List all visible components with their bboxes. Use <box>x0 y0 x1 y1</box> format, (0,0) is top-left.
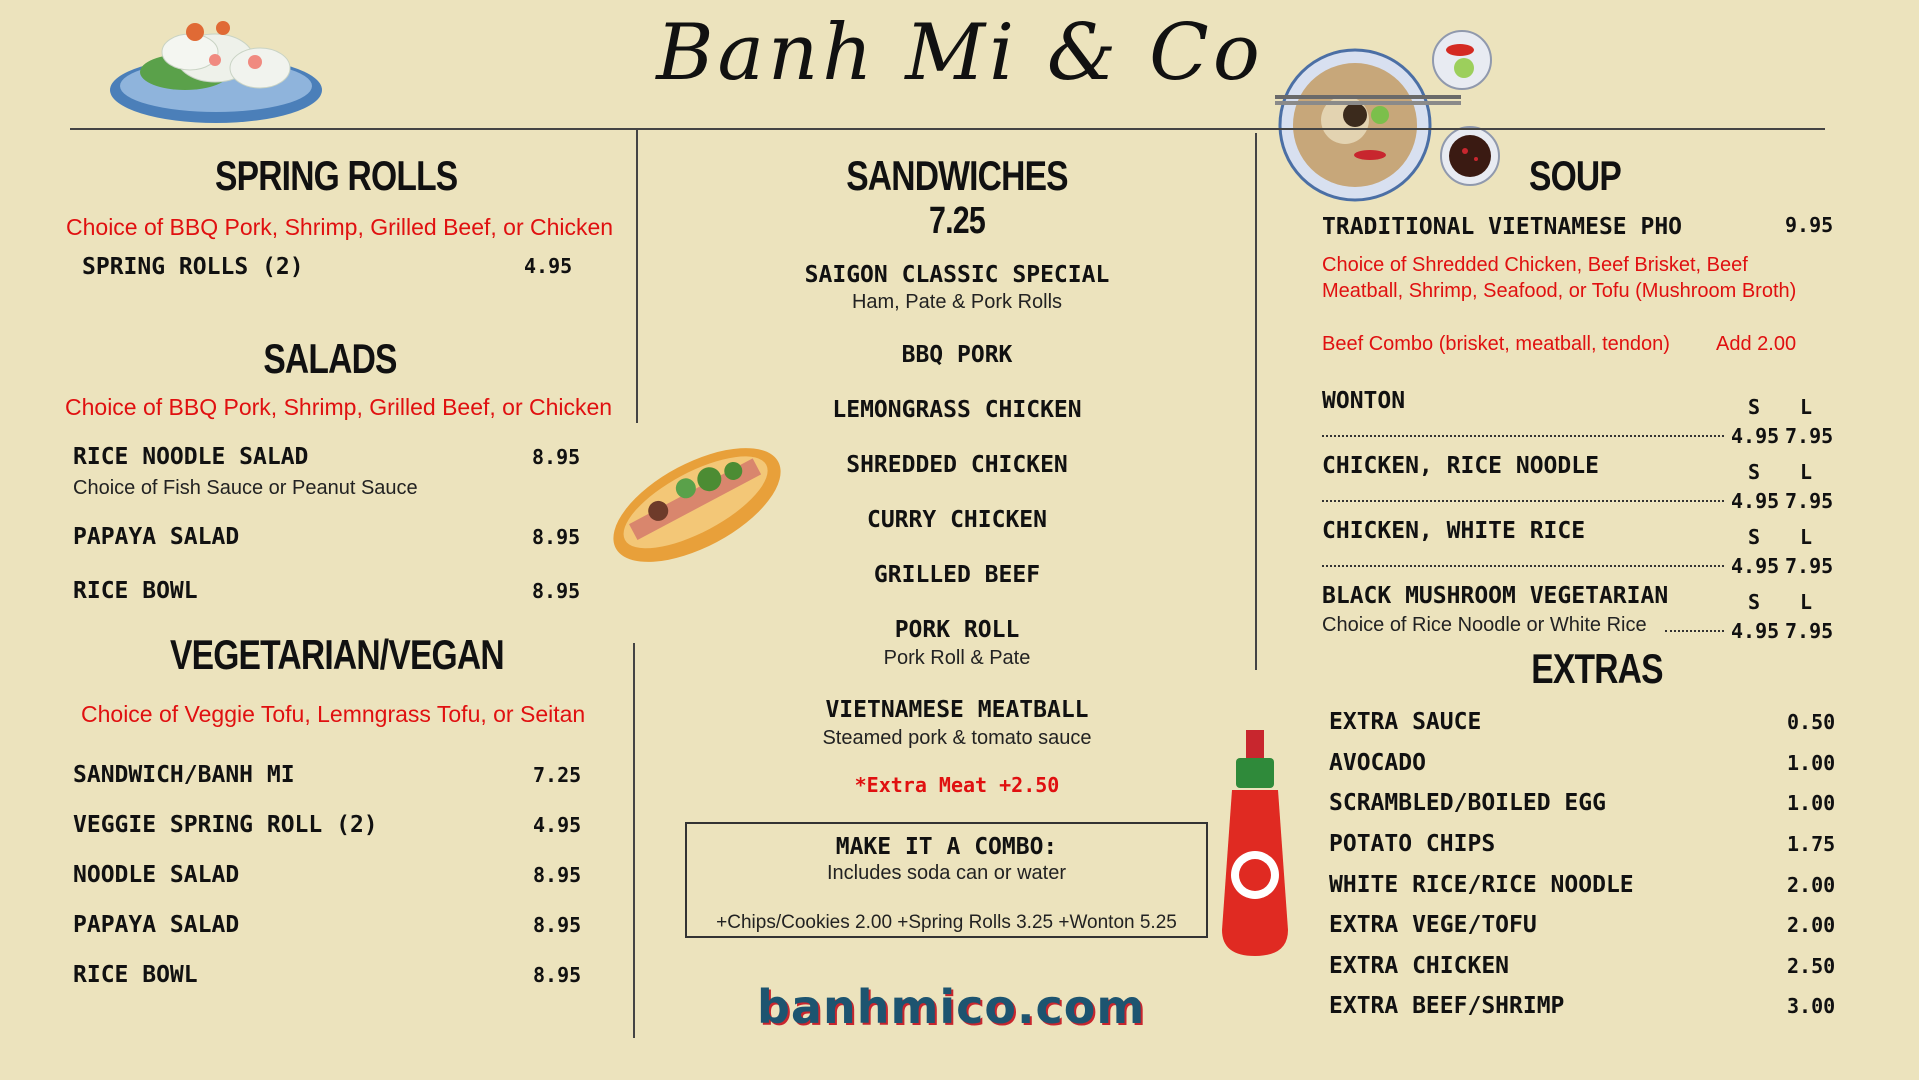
sandwiches-price: 7.25 <box>929 200 985 242</box>
size-label-large: L <box>1800 525 1813 549</box>
pho-beef-combo-price: Add 2.00 <box>1716 333 1797 355</box>
sandwich-item-name: VIETNAMESE MEATBALL <box>825 697 1089 723</box>
combo-heading: MAKE IT A COMBO: <box>835 834 1058 860</box>
soup-price-small: 4.95 <box>1731 619 1780 643</box>
sandwich-item-name: BBQ PORK <box>901 342 1013 368</box>
restaurant-title: Banh Mi & Co <box>656 8 1264 98</box>
sandwich-item-name: LEMONGRASS CHICKEN <box>832 397 1082 423</box>
soup-heading: SOUP <box>1528 152 1622 199</box>
salad-item-name: PAPAYA SALAD <box>73 524 240 550</box>
salad-item-price: 8.95 <box>532 525 581 549</box>
vegetarian-item-name: RICE BOWL <box>73 962 198 988</box>
vegetarian-choice: Choice of Veggie Tofu, Lemngrass Tofu, or Seitan <box>81 701 586 727</box>
salad-item-price: 8.95 <box>532 445 581 469</box>
vegetarian-item-price: 4.95 <box>533 813 582 837</box>
vegetarian-item-price: 8.95 <box>533 863 582 887</box>
sandwich-item-name: SAIGON CLASSIC SPECIAL <box>804 262 1110 288</box>
website-link[interactable]: banhmico.com <box>757 980 1146 1034</box>
pho-choice-line2: Meatball, Shrimp, Seafood, or Tofu (Mushroom Broth) <box>1322 280 1797 302</box>
salad-item-price: 8.95 <box>532 579 581 603</box>
soup-price-large: 7.95 <box>1785 554 1834 578</box>
extra-item-price: 2.00 <box>1787 913 1836 937</box>
left-column-divider-lower <box>633 643 635 1038</box>
salads-choice: Choice of BBQ Pork, Shrimp, Grilled Beef, or Chicken <box>65 394 613 420</box>
extra-item-price: 3.00 <box>1787 994 1836 1018</box>
spring-rolls-choice: Choice of BBQ Pork, Shrimp, Grilled Beef, or Chicken <box>66 214 614 240</box>
sandwich-item-note: Ham, Pate & Pork Rolls <box>851 291 1063 313</box>
size-label-large: L <box>1800 395 1813 419</box>
pho-price: 9.95 <box>1785 213 1834 237</box>
spring-rolls-item-name: SPRING ROLLS (2) <box>82 254 304 280</box>
pho-name: TRADITIONAL VIETNAMESE PHO <box>1322 214 1683 240</box>
vegetarian-item-name: SANDWICH/BANH MI <box>73 762 295 788</box>
chili-lime-dish-illustration <box>1430 28 1494 92</box>
sauce-dish-illustration <box>1438 124 1502 188</box>
extra-item-name: AVOCADO <box>1329 750 1426 776</box>
soup-price-large: 7.95 <box>1785 489 1834 513</box>
extra-item-price: 1.00 <box>1787 751 1836 775</box>
sandwich-item-note: Pork Roll & Pate <box>883 647 1031 669</box>
soup-price-small: 4.95 <box>1731 554 1780 578</box>
extra-item-price: 2.50 <box>1787 954 1836 978</box>
spring-rolls-item-price: 4.95 <box>524 254 573 278</box>
extra-item-name: SCRAMBLED/BOILED EGG <box>1329 790 1606 816</box>
vegetarian-item-price: 7.25 <box>533 763 582 787</box>
soup-item-name: CHICKEN, RICE NOODLE <box>1322 453 1599 479</box>
size-label-small: S <box>1748 590 1761 614</box>
soup-item-note: Choice of Rice Noodle or White Rice <box>1322 614 1647 636</box>
extra-item-name: EXTRA SAUCE <box>1329 709 1482 735</box>
extra-item-name: EXTRA VEGE/TOFU <box>1329 912 1537 938</box>
vegetarian-item-name: PAPAYA SALAD <box>73 912 240 938</box>
extra-item-price: 2.00 <box>1787 873 1836 897</box>
size-label-small: S <box>1748 460 1761 484</box>
combo-options: +Chips/Cookies 2.00 +Spring Rolls 3.25 +Wonton 5.25 <box>716 912 1177 933</box>
pho-choice-line1: Choice of Shredded Chicken, Beef Brisket, Beef <box>1322 254 1748 276</box>
salad-item-note: Choice of Fish Sauce or Peanut Sauce <box>73 477 418 499</box>
extra-item-name: EXTRA BEEF/SHRIMP <box>1329 993 1565 1019</box>
sandwich-item-name: GRILLED BEEF <box>873 562 1041 588</box>
soup-price-large: 7.95 <box>1785 619 1834 643</box>
extra-item-name: WHITE RICE/RICE NOODLE <box>1329 872 1634 898</box>
left-column-divider-upper <box>636 128 638 423</box>
size-label-large: L <box>1800 590 1813 614</box>
vegetarian-heading: VEGETARIAN/VEGAN <box>170 631 504 678</box>
dotted-leader <box>1322 500 1724 502</box>
size-label-small: S <box>1748 525 1761 549</box>
sandwiches-heading: SANDWICHES <box>846 152 1068 199</box>
extra-meat-note: *Extra Meat +2.50 <box>854 773 1060 797</box>
sandwich-item-name: SHREDDED CHICKEN <box>846 452 1068 478</box>
soup-item-name: WONTON <box>1322 388 1406 414</box>
spring-rolls-heading: SPRING ROLLS <box>215 152 458 199</box>
sriracha-bottle-illustration <box>1218 730 1292 960</box>
size-label-large: L <box>1800 460 1813 484</box>
extra-item-name: EXTRA CHICKEN <box>1329 953 1510 979</box>
sandwich-item-name: PORK ROLL <box>894 617 1020 643</box>
spring-roll-plate-illustration <box>105 10 327 128</box>
soup-price-small: 4.95 <box>1731 489 1780 513</box>
salads-heading: SALADS <box>263 335 397 382</box>
soup-item-name: BLACK MUSHROOM VEGETARIAN <box>1322 583 1669 609</box>
combo-note: Includes soda can or water <box>826 862 1067 884</box>
soup-price-small: 4.95 <box>1731 424 1780 448</box>
combo-box <box>685 822 1208 938</box>
salad-item-name: RICE BOWL <box>73 578 198 604</box>
vegetarian-item-name: NOODLE SALAD <box>73 862 240 888</box>
soup-price-large: 7.95 <box>1785 424 1834 448</box>
vegetarian-item-name: VEGGIE SPRING ROLL (2) <box>73 812 378 838</box>
sandwich-item-note: Steamed pork & tomato sauce <box>822 727 1092 749</box>
vegetarian-item-price: 8.95 <box>533 913 582 937</box>
sandwich-item-name: CURRY CHICKEN <box>866 507 1047 533</box>
vegetarian-item-price: 8.95 <box>533 963 582 987</box>
extra-item-price: 1.00 <box>1787 791 1836 815</box>
dotted-leader <box>1322 565 1724 567</box>
size-label-small: S <box>1748 395 1761 419</box>
right-column-divider <box>1255 133 1257 670</box>
extra-item-name: POTATO CHIPS <box>1329 831 1496 857</box>
pho-beef-combo: Beef Combo (brisket, meatball, tendon) <box>1322 333 1670 355</box>
dotted-leader <box>1322 435 1724 437</box>
extra-item-price: 1.75 <box>1787 832 1836 856</box>
salad-item-name: RICE NOODLE SALAD <box>73 444 309 470</box>
dotted-leader <box>1665 630 1724 632</box>
top-divider <box>70 128 1825 130</box>
soup-item-name: CHICKEN, WHITE RICE <box>1322 518 1586 544</box>
extras-heading: EXTRAS <box>1531 645 1663 692</box>
extra-item-price: 0.50 <box>1787 710 1836 734</box>
